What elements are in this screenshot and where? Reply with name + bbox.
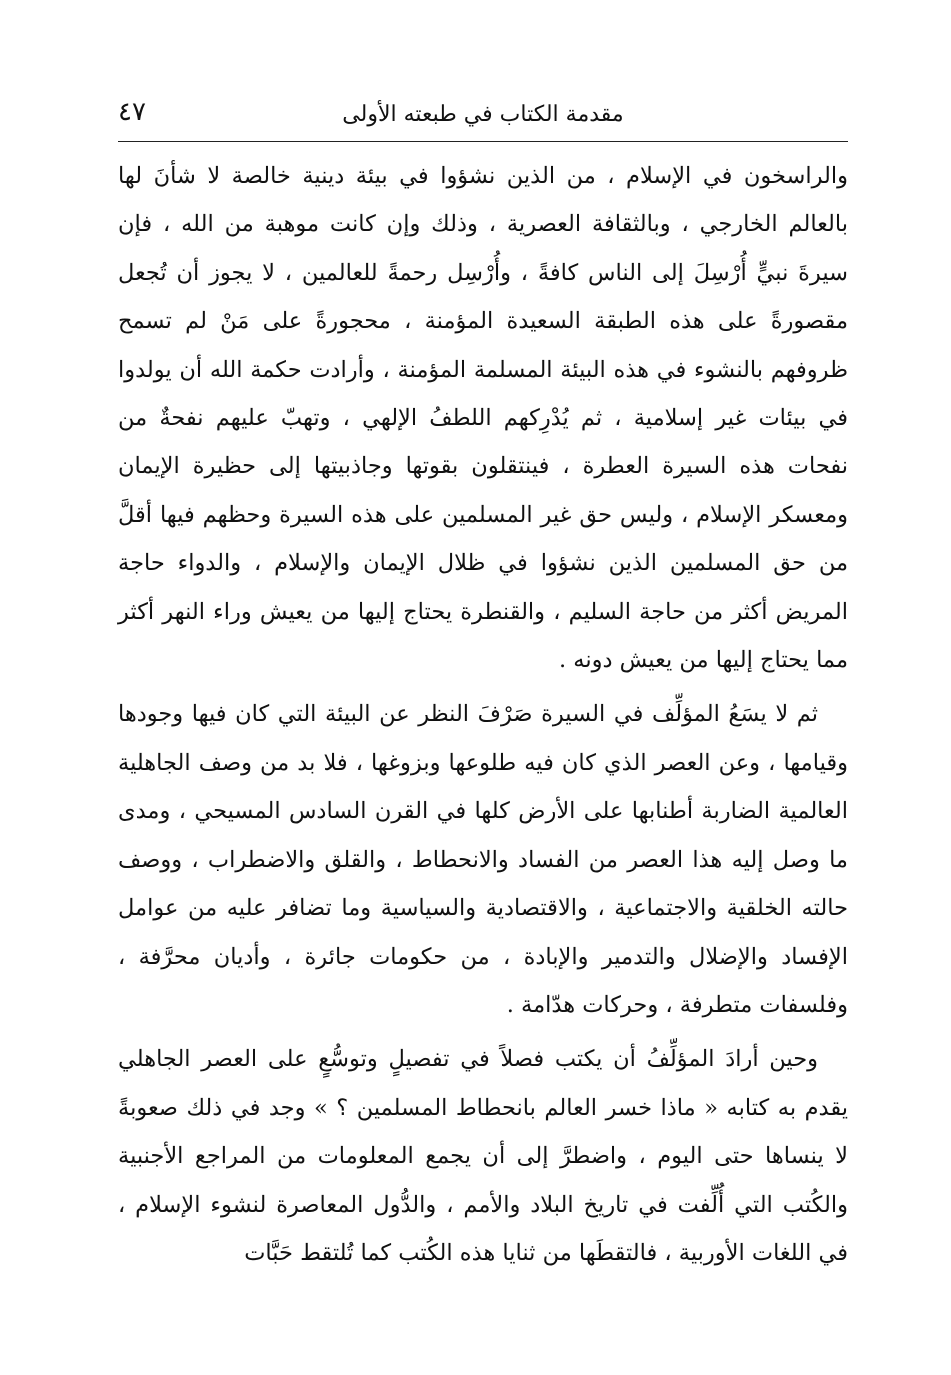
paragraph-continued: والراسخون في الإسلام ، من الذين نشؤوا في بيئة دينية خالصة لا شأنَ لها بالعالم الخارجي ، وبالثقافة العصرية ، وذلك وإن كانت موهبة من الله ، فإن سيرةَ نبيٍّ أُرْسِلَ إلى الناس كافةً ، وأُرْسِل رحمةً للعالمين ، لا يجوز أن تُجعل مقصورةً على هذه الطبقة السعيدة المؤمنة ، محجورةً على مَنْ لم تسمح ظروفهم بالنشوء في هذه البيئة المسلمة المؤمنة ، وأرادت حكمة الله أن يولدوا في بيئات غير إسلامية ، ثم يُدْرِكهم اللطفُ الإلهي ، وتهبّ عليهم نفحةٌ من نفحات هذه السيرة العطرة ، فينتقلون بقوتها وجاذبيتها إلى حظيرة الإيمان ومعسكر الإسلام ، وليس حق غير المسلمين على هذه السيرة وحظهم فيها أقلَّ من حق المسلمين الذين نشؤوا في ظلال الإيمان والإسلام ، والدواء حاجة المريض أكثر من حاجة السليم ، والقنطرة يحتاج إليها من يعيش وراء النهر أكثر مما يحتاج إليها من يعيش دونه . bbox=[118, 163, 848, 674]
running-header bbox=[118, 96, 848, 142]
header-rule bbox=[118, 141, 848, 142]
body-text bbox=[118, 152, 848, 1277]
paragraph: ثم لا يسَعُ المؤلِّف في السيرة صَرْفَ النظر عن البيئة التي كان فيها وجودها وقيامها ، وعن العصر الذي كان فيه طلوعها وبزوغها ، فلا بد من وصف الجاهلية العالمية الضاربة أطنابها على الأرض كلها في القرن السادس المسيحي ، ومدى ما وصل إليه هذا العصر من الفساد والانحطاط ، والقلق والاضطراب ، ووصف حالته الخلقية والاجتماعية ، والاقتصادية والسياسية وما تضافر عليه من عوامل الإفساد والإضلال والتدمير والإبادة ، من حكومات جائرة ، وأديان محرَّفة ، وفلسفات متطرفة ، وحركات هدّامة . bbox=[118, 701, 848, 1018]
chapter-title: مقدمة الكتاب في طبعته الأولى bbox=[342, 102, 624, 127]
page-number: ٤٧ bbox=[118, 97, 146, 127]
paragraph: وحين أرادَ المؤلِّفُ أن يكتب فصلاً في تفصيلٍ وتوسُّعٍ على العصر الجاهلي يقدم به كتابه « ماذا خسر العالم بانحطاط المسلمين ؟ » وجد في ذلك صعوبةً لا ينساها حتى اليوم ، واضطرَّ إلى أن يجمع المعلومات من المراجع الأجنبية والكُتب التي أُلِّفت في تاريخ البلاد والأمم ، والدُّول المعاصرة لنشوء الإسلام ، في اللغات الأوربية ، فالتقطَها من ثنايا هذه الكُتب كما تُلتقط حَبَّات bbox=[118, 1046, 848, 1266]
